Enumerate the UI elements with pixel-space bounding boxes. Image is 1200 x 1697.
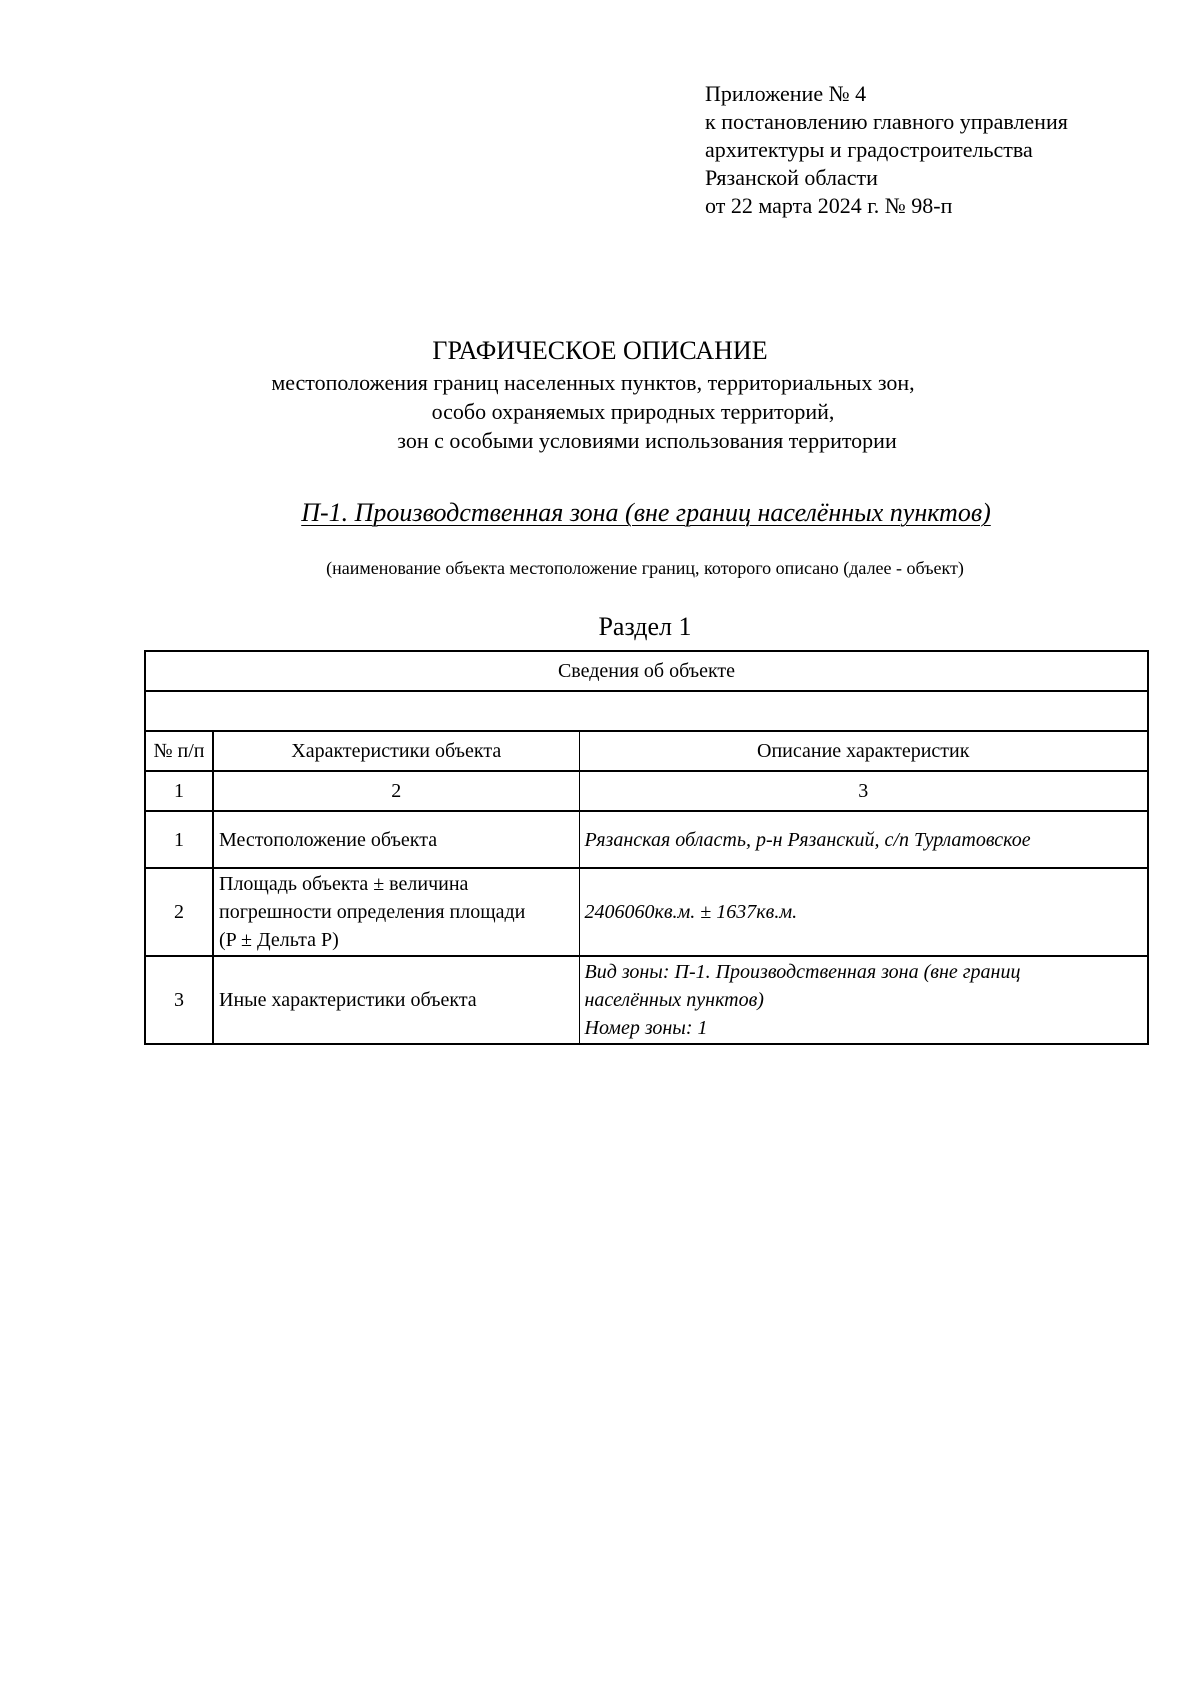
characteristic-line: Иные характеристики объекта bbox=[219, 989, 477, 1011]
characteristic-line: Местоположение объекта bbox=[219, 828, 438, 851]
document-title: ГРАФИЧЕСКОЕ ОПИСАНИЕ bbox=[432, 336, 768, 365]
row-description-cell bbox=[579, 868, 1148, 956]
description-line: Номер зоны: 1 bbox=[584, 1017, 708, 1039]
appendix-line: архитектуры и градостроительства bbox=[705, 137, 1033, 162]
document-subtitle-line: зон с особыми условиями использования территории bbox=[397, 428, 897, 453]
header-cell-description: Описание характеристик bbox=[579, 731, 1148, 771]
object-name-text: П-1. Производственная зона (вне границ населённых пунктов) bbox=[301, 498, 991, 527]
appendix-block bbox=[705, 80, 1068, 220]
appendix-line: Рязанской области bbox=[705, 165, 878, 190]
table-row bbox=[145, 811, 1148, 868]
table-column-number-row bbox=[145, 771, 1148, 811]
description-line: населённых пунктов) bbox=[584, 989, 764, 1011]
description-line: Вид зоны: П-1. Производственная зона (вне границ bbox=[584, 961, 1021, 983]
row-number-cell: 2 bbox=[145, 868, 213, 956]
appendix-line: Приложение № 4 bbox=[705, 81, 867, 106]
header-cell-number: № п/п bbox=[145, 731, 213, 771]
description-line: Рязанская область, р-н Рязанский, с/п Турлатовское bbox=[584, 828, 1031, 851]
appendix-line: от 22 марта 2024 г. № 98-п bbox=[705, 193, 953, 218]
table-header-row bbox=[145, 731, 1148, 771]
row-characteristic-cell bbox=[213, 868, 579, 956]
characteristic-line: погрешности определения площади bbox=[219, 901, 526, 923]
row-characteristic-cell bbox=[213, 956, 579, 1044]
table-row bbox=[145, 956, 1148, 1044]
characteristic-line: (P ± Дельта P) bbox=[219, 929, 339, 951]
table-caption-row bbox=[145, 651, 1148, 691]
document-subtitle-line: особо охраняемых природных территорий, bbox=[431, 399, 835, 424]
object-name bbox=[46, 497, 1200, 529]
section-title: Раздел 1 bbox=[598, 612, 692, 641]
appendix-line: к постановлению главного управления bbox=[705, 109, 1068, 134]
row-number-cell: 3 bbox=[145, 956, 213, 1044]
object-info-table bbox=[144, 650, 1149, 1045]
table-empty-row bbox=[145, 691, 1148, 731]
header-cell-characteristic: Характеристики объекта bbox=[213, 731, 579, 771]
row-description-cell bbox=[579, 956, 1148, 1044]
document-subtitle-line: местоположения границ населенных пунктов, территориальных зон, bbox=[271, 370, 915, 395]
table-caption: Сведения об объекте bbox=[145, 651, 1148, 691]
column-number-cell: 1 bbox=[145, 771, 213, 811]
table-empty-cell bbox=[145, 691, 1148, 731]
row-description-cell bbox=[579, 811, 1148, 868]
description-line: 2406060кв.м. ± 1637кв.м. bbox=[584, 901, 798, 923]
object-name-caption: (наименование объекта местоположение границ, которого описано (далее - объект) bbox=[326, 558, 964, 578]
row-number-cell: 1 bbox=[145, 811, 213, 868]
row-characteristic-cell bbox=[213, 811, 579, 868]
table-row bbox=[145, 868, 1148, 956]
column-number-cell: 3 bbox=[579, 771, 1148, 811]
characteristic-line: Площадь объекта ± величина bbox=[219, 873, 469, 895]
column-number-cell: 2 bbox=[213, 771, 579, 811]
